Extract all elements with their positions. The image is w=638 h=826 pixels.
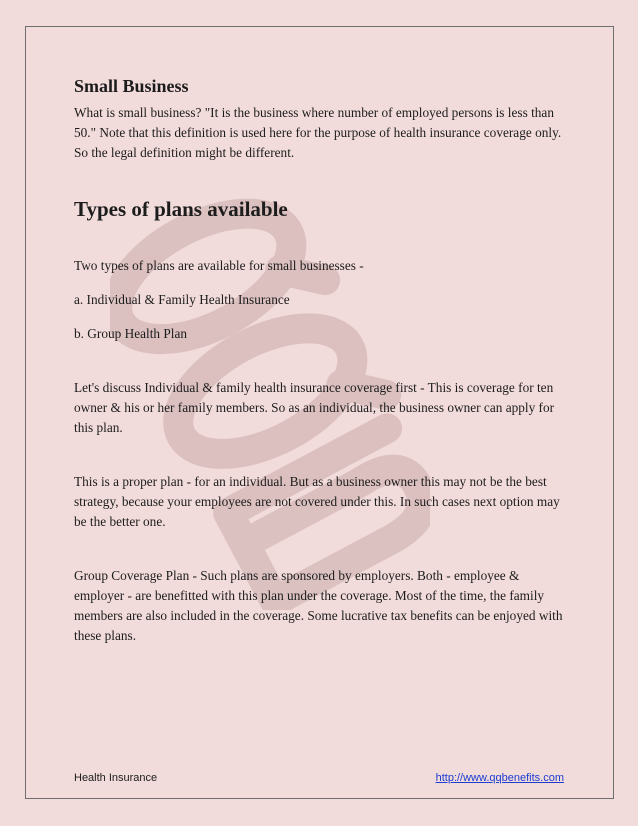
heading-types-of-plans: Types of plans available <box>74 197 288 221</box>
plan-item-b: b. Group Health Plan <box>74 326 188 341</box>
page-footer <box>74 772 564 784</box>
types-intro: Two types of plans are available for small businesses - <box>74 258 364 273</box>
paragraph-group-plan: Group Coverage Plan - Such plans are sponsored by employers. Both - employee & employer - are benefitted with this plan under the coverage. Most of the time, the family members are also included in the coverage. Some lucrative tax benefits can be enjoyed with these plans. <box>74 568 563 643</box>
heading-small-business: Small Business <box>74 76 189 96</box>
small-business-definition: What is small business? "It is the business where number of employed persons is less than 50." Note that this definition is used here for the purpose of health insurance coverage only. So the legal definition might be different. <box>74 105 562 160</box>
paragraph-proper-plan: This is a proper plan - for an individual. But as a business owner this may not be the best strategy, because your employees are not covered under this. In such cases next option may be the better one. <box>74 474 560 529</box>
footer-link[interactable]: http://www.qqbenefits.com <box>435 772 564 784</box>
page-content <box>74 74 564 646</box>
plan-item-a: a. Individual & Family Health Insurance <box>74 292 290 307</box>
footer-title: Health Insurance <box>74 772 158 784</box>
paragraph-individual-plan: Let's discuss Individual & family health insurance coverage first - This is coverage for ten owner & his or her family members. So as an individual, the business owner can apply for this plan. <box>74 380 555 435</box>
